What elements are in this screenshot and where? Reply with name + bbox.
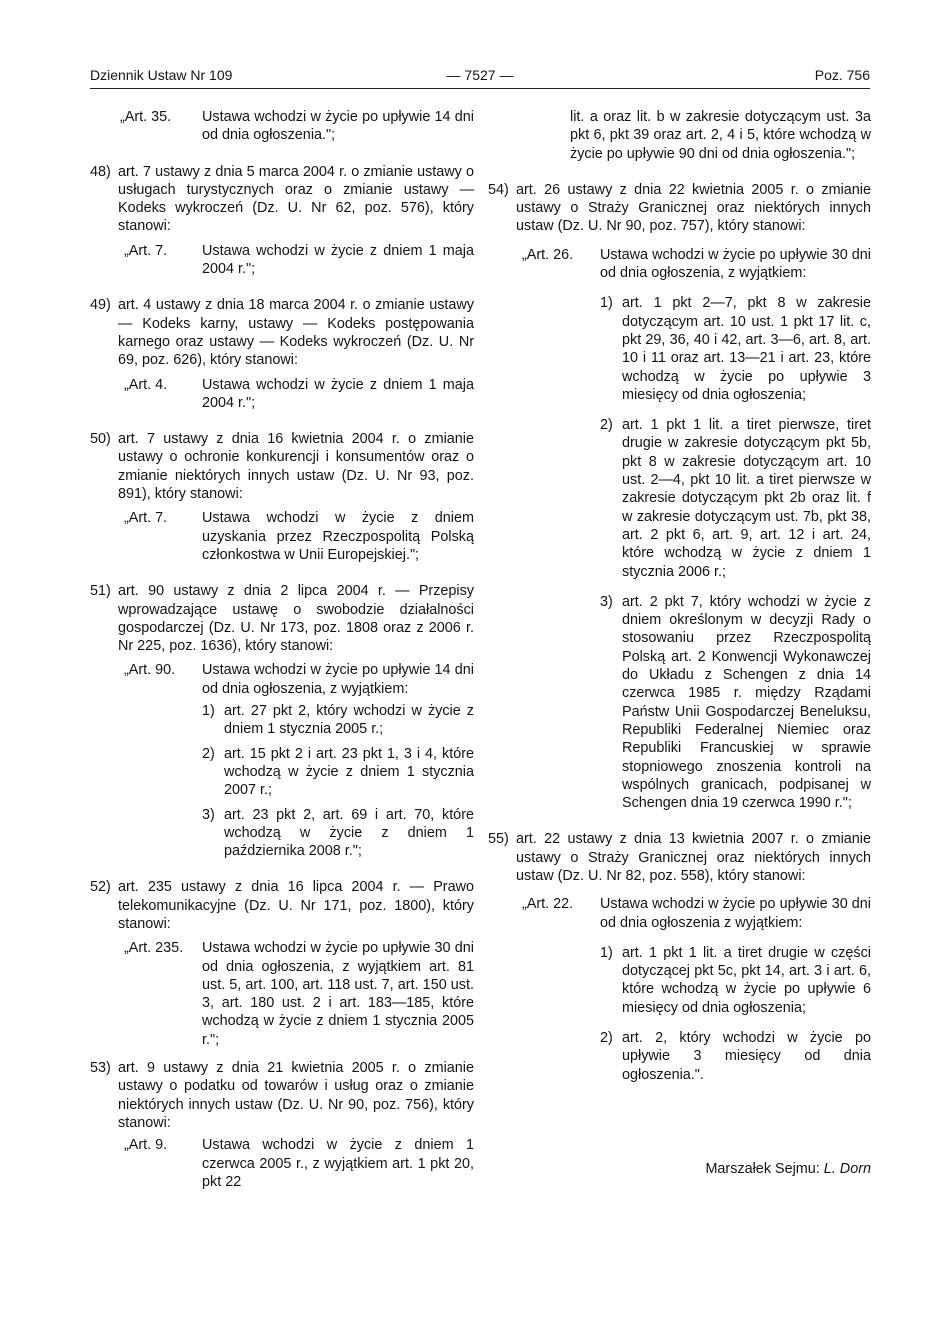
- article-7: [124, 242, 474, 279]
- article-text: Ustawa wchodzi w życie po upływie 30 dni od dnia ogłoszenia z wyjątkiem:: [600, 896, 871, 931]
- article-235: [124, 939, 474, 1049]
- item-49: [90, 296, 474, 412]
- item-51: [90, 582, 474, 860]
- article-point: [202, 745, 474, 800]
- right-column: [488, 108, 871, 1084]
- item-number: 54): [488, 181, 509, 198]
- item-54: [488, 181, 871, 813]
- article-label: „Art. 26.: [522, 246, 574, 263]
- point-text: art. 15 pkt 2 i art. 23 pkt 1, 3 i 4, które wchodzą w życie z dniem 1 stycznia 2007 r.;: [224, 745, 474, 799]
- point-number: 1): [600, 944, 613, 961]
- article-point: [600, 944, 871, 1017]
- article-label: „Art. 9.: [124, 1137, 168, 1154]
- signature-prefix: Marszałek Sejmu:: [705, 1161, 820, 1177]
- article-label: „Art. 7.: [124, 510, 168, 527]
- item-text: art. 9 ustawy z dnia 21 kwietnia 2005 r. o zmianie ustawy o podatku od towarów i usług oraz o zmianie niektórych innych ustaw (Dz. U. Nr 90, poz. 756), który stanowi:: [118, 1060, 474, 1131]
- position-number: Poz. 756: [814, 67, 870, 83]
- item-text: art. 4 ustawy z dnia 18 marca 2004 r. o zmianie ustawy — Kodeks karny, ustawy — Kodeks postępowania karnego oraz ustawy — Kodeks wykroczeń (Dz. U. Nr 69, poz. 626), który stanowi:: [118, 297, 474, 369]
- article-35-continuation: [120, 108, 474, 145]
- point-text: art. 1 pkt 1 lit. a tiret pierwsze, tiret drugie w zakresie dotyczącym pkt 5b, pkt 8 w zakresie dotyczącym art. 10 ust. 2—4, pkt 10 lit. a tiret pierwsze w zakresie dotyczącym pkt 2b oraz lit. f w zakresie dotyczącym ust. 7b, pkt 38, art. 2 pkt 6, art. 9, art. 12 i art. 24, które wchodzą w życie z dniem 1 stycznia 2006 r.;: [622, 417, 871, 580]
- article-text: Ustawa wchodzi w życie po upływie 14 dni od dnia ogłoszenia, z wyjątkiem:: [202, 662, 474, 697]
- article-point: [202, 806, 474, 861]
- article-text: lit. a oraz lit. b w zakresie dotyczącym ust. 3a pkt 6, pkt 39 oraz art. 2, 4 i 5, które wchodzą w życie po upływie 90 dni od dnia ogłoszenia.";: [570, 109, 871, 162]
- article-9: [124, 1136, 474, 1191]
- header-divider: [90, 88, 870, 89]
- item-number: 48): [90, 163, 111, 180]
- article-4: [124, 376, 474, 413]
- article-label: „Art. 35.: [120, 109, 172, 125]
- point-text: art. 23 pkt 2, art. 69 i art. 70, które wchodzą w życie z dniem 1 października 2008 r.";: [224, 806, 474, 860]
- item-number: 55): [488, 831, 509, 848]
- item-text: art. 7 ustawy z dnia 5 marca 2004 r. o zmianie ustawy o usługach turystycznych oraz o zmianie ustawy — Kodeks wykroczeń (Dz. U. Nr 62, poz. 576), który stanowi:: [118, 163, 474, 235]
- item-48: [90, 163, 474, 279]
- article-point: [600, 294, 871, 404]
- item-55: [488, 830, 871, 1084]
- point-number: 1): [202, 703, 215, 720]
- item-text: art. 22 ustawy z dnia 13 kwietnia 2007 r. o zmianie ustawy o Straży Granicznej oraz niektórych innych ustaw (Dz. U. Nr 82, poz. 558), który stanowi:: [516, 831, 871, 884]
- page-header: [90, 66, 870, 86]
- article-label: „Art. 7.: [124, 242, 168, 259]
- article-22: [522, 895, 871, 1084]
- item-number: 51): [90, 583, 111, 600]
- article-label: „Art. 90.: [124, 662, 176, 679]
- point-number: 3): [600, 593, 613, 610]
- point-number: 2): [600, 1030, 613, 1047]
- item-number: 52): [90, 879, 111, 896]
- point-number: 3): [202, 806, 215, 823]
- item-53: [90, 1059, 474, 1191]
- article-text: Ustawa wchodzi w życie z dniem 1 czerwca 2005 r., z wyjątkiem art. 1 pkt 20, pkt 22: [202, 1137, 474, 1190]
- point-number: 2): [202, 745, 215, 762]
- article-point: [202, 702, 474, 739]
- signature-name: L. Dorn: [823, 1161, 871, 1177]
- point-number: 2): [600, 417, 613, 434]
- page-number: — 7527 —: [446, 67, 514, 83]
- item-number: 53): [90, 1060, 111, 1077]
- item-text: art. 235 ustawy z dnia 16 lipca 2004 r. — Prawo telekomunikacyjne (Dz. U. Nr 171, poz. 1800), który stanowi:: [118, 879, 474, 932]
- item-text: art. 26 ustawy z dnia 22 kwietnia 2005 r. o zmianie ustawy o Straży Granicznej oraz niektórych innych ustaw (Dz. U. Nr 90, poz. 757), który stanowi:: [516, 181, 871, 235]
- item-number: 49): [90, 297, 111, 314]
- article-label: „Art. 22.: [522, 896, 574, 913]
- article-label: „Art. 235.: [124, 940, 184, 957]
- article-point: [600, 593, 871, 813]
- article-point: [600, 1029, 871, 1084]
- article-text: Ustawa wchodzi w życie z dniem 1 maja 2004 r.";: [202, 242, 474, 278]
- point-text: art. 27 pkt 2, który wchodzi w życie z dniem 1 stycznia 2005 r.;: [224, 703, 474, 738]
- article-text: Ustawa wchodzi w życie z dniem uzyskania przez Rzeczpospolitą Polską członkostwa w Unii Europejskiej.";: [202, 510, 474, 563]
- journal-title: Dziennik Ustaw Nr 109: [90, 67, 233, 83]
- article-point: [600, 416, 871, 581]
- item-text: art. 90 ustawy z dnia 2 lipca 2004 r. — Przepisy wprowadzające ustawę o swobodzie działalności gospodarczej (Dz. U. Nr 173, poz. 1808 oraz z 2006 r. Nr 225, poz. 1636), który stanowi:: [118, 583, 474, 655]
- article-90: [124, 661, 474, 860]
- article-9-continuation: [488, 108, 871, 163]
- point-text: art. 2 pkt 7, który wchodzi w życie z dniem określonym w decyzji Rady o stosowaniu przez Rzeczpospolitą Polską art. 2 Konwencji Wykonawczej do Układu z Schengen z dnia 14 czerwca 1985 r. między Rządami Państw Unii Gospodarczej Beneluksu, Republiki Federalnej Niemiec oraz Republiki Francuskiej w sprawie stopniowego znoszenia kontroli na wspólnych granicach, podpisanej w Schengen dnia 19 czerwca 1990 r.";: [622, 593, 871, 812]
- left-column: [90, 108, 474, 1191]
- article-text: Ustawa wchodzi w życie po upływie 14 dni od dnia ogłoszenia.";: [202, 109, 474, 144]
- article-text: Ustawa wchodzi w życie po upływie 30 dni od dnia ogłoszenia, z wyjątkiem:: [600, 246, 871, 282]
- article-text: Ustawa wchodzi w życie po upływie 30 dni od dnia ogłoszenia, z wyjątkiem art. 81 ust. 5, art. 100, art. 118 ust. 7, art. 150 ust. 3, art. 180 ust. 2 i art. 183—185, które wchodzą w życie z dniem 1 stycznia 2005 r.";: [202, 940, 474, 1048]
- signature: [488, 1160, 871, 1178]
- point-text: art. 1 pkt 2—7, pkt 8 w zakresie dotyczącym art. 10 ust. 1 pkt 17 lit. c, pkt 29, 36, 40 i 42, art. 3—6, art. 8, art. 10 i 11 oraz art. 13—21 i art. 23, które wchodzą w życie po upływie 3 miesięcy od dnia ogłoszenia;: [622, 295, 871, 403]
- article-label: „Art. 4.: [124, 376, 168, 393]
- point-number: 1): [600, 295, 613, 312]
- item-50: [90, 430, 474, 564]
- item-52: [90, 878, 474, 1049]
- article-7: [124, 509, 474, 564]
- item-number: 50): [90, 431, 111, 448]
- point-text: art. 1 pkt 1 lit. a tiret drugie w części dotyczącej pkt 5c, pkt 14, art. 3 i art. 6, które wchodzą w życie po upływie 6 miesięcy od dnia ogłoszenia;: [622, 944, 871, 1016]
- article-26: [522, 246, 871, 813]
- item-text: art. 7 ustawy z dnia 16 kwietnia 2004 r. o zmianie ustawy o ochronie konkurencji i konsumentów oraz o zmianie niektórych innych ustaw (Dz. U. Nr 93, poz. 891), który stanowi:: [118, 431, 474, 503]
- point-text: art. 2, który wchodzi w życie po upływie 3 miesięcy od dnia ogłoszenia.".: [622, 1030, 871, 1083]
- article-text: Ustawa wchodzi w życie z dniem 1 maja 2004 r.";: [202, 376, 474, 411]
